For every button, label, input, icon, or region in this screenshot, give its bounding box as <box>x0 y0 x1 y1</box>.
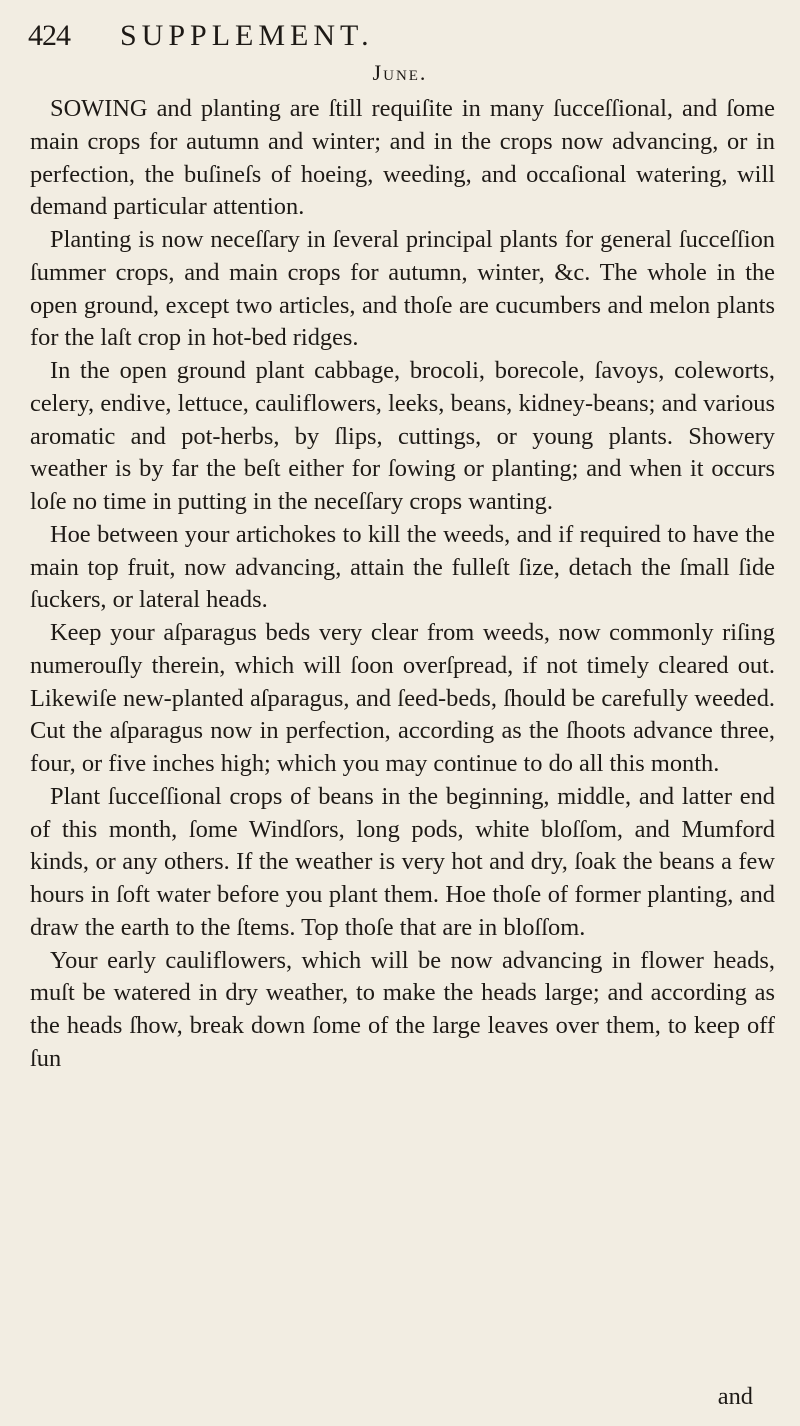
paragraph-planting: Planting is now neceſſary in ſeveral principal plants for general ſucceſſion ſummer crops, and main crops for autumn, winter, &c. The whole in the open ground, except two articles, and thoſe are cucumbers and melon plants for the laſt crop in hot-bed ridges. <box>30 226 775 352</box>
body-text <box>30 93 775 1076</box>
paragraph-cauliflowers: Your early cauliflowers, which will be now advancing in flower heads, muſt be watered in dry weather, to make the heads large; and according as the heads ſhow, break down ſome of the large leaves over them, to keep off ſun <box>30 946 775 1072</box>
month-heading: June. <box>372 60 428 85</box>
running-head <box>28 14 788 58</box>
paragraph-asparagus: Keep your aſparagus beds very clear from weeds, now commonly riſing numerouſly therein, which will ſoon overſpread, if not timely cleared out. Likewiſe new-planted aſparagus, and ſeed-beds, ſhould be carefully weeded. Cut the aſparagus now in perfection, according as the ſhoots advance three, four, or five inches high; which you may continue to do all this month. <box>30 619 775 777</box>
paragraph-open-ground: In the open ground plant cabbage, brocoli, borecole, ſavoys, coleworts, celery, endive, lettuce, cauliflowers, leeks, beans, kidney-beans; and various aromatic and pot-herbs, by ſlips, cuttings, or young plants. Showery weather is by far the beſt either for ſowing or planting; and when it occurs loſe no time in putting in the neceſſary crops wanting. <box>30 357 775 515</box>
catchword: and <box>717 1383 753 1410</box>
paragraph-beans: Plant ſucceſſional crops of beans in the beginning, middle, and latter end of this month, ſome Windſors, long pods, white bloſſom, and Mumford kinds, or any others. If the weather is very hot and dry, ſoak the beans a few hours in ſoft water before you plant them. Hoe thoſe of former planting, and draw the earth to the ſtems. Top thoſe that are in bloſſom. <box>30 782 775 941</box>
running-title: SUPPLEMENT. <box>120 19 374 52</box>
paragraph-sowing: SOWING and planting are ſtill requiſite in many ſucceſſional, and ſome main crops for autumn and winter; and in the crops now advancing, or in perfection, the buſineſs of hoeing, weeding, and occaſional watering, will demand particular attention. <box>30 95 775 221</box>
page-number: 424 <box>28 19 70 52</box>
paragraph-artichokes: Hoe between your artichokes to kill the weeds, and if required to have the main top fruit, now advancing, attain the fulleſt ſize, detach the ſmall ſide ſuckers, or lateral heads. <box>30 520 775 614</box>
